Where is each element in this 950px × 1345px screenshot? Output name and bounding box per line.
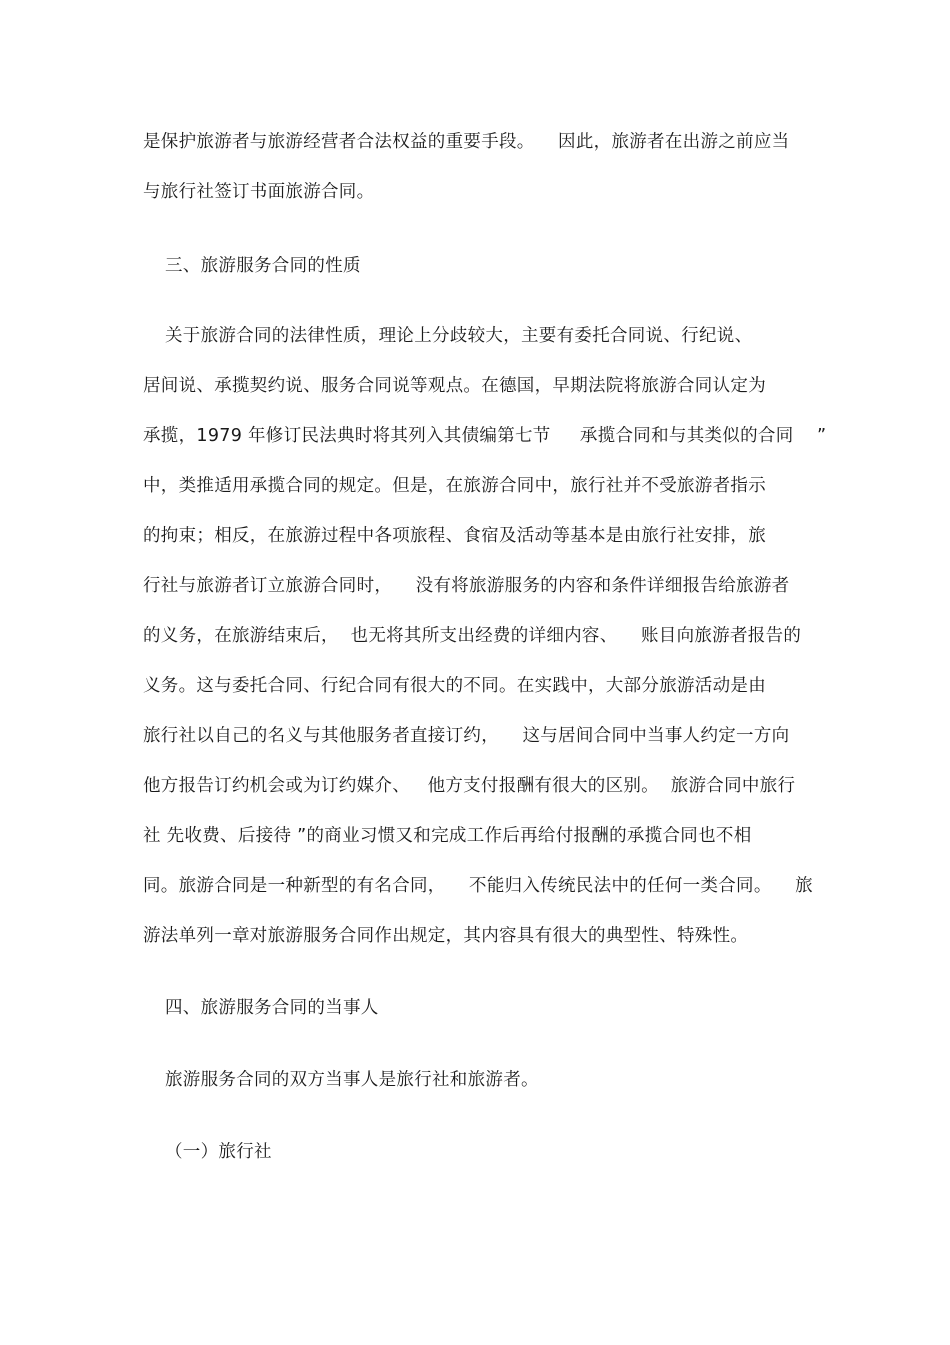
text-line: 关于旅游合同的法律性质，理论上分歧较大，主要有委托合同说、行纪说、 — [165, 326, 753, 346]
section-heading: 三、旅游服务合同的性质 — [165, 256, 361, 276]
text-line: 义务。这与委托合同、行纪合同有很大的不同。在实践中，大部分旅游活动是由 — [143, 676, 766, 696]
text-line: 居间说、承揽契约说、服务合同说等观点。在德国，早期法院将旅游合同认定为 — [143, 376, 766, 396]
text-line: 的义务，在旅游结束后， 也无将其所支出经费的详细内容、 账目向旅游者报告的 — [143, 626, 802, 646]
subsection-heading: （一）旅行社 — [165, 1142, 272, 1162]
text-line: 旅行社以自己的名义与其他服务者直接订约， 这与居间合同中当事人约定一方向 — [143, 726, 790, 746]
text-line: 他方报告订约机会或为订约媒介、 他方支付报酬有很大的区别。 旅游合同中旅行 — [143, 776, 796, 796]
text-line: 游法单列一章对旅游服务合同作出规定，其内容具有很大的典型性、特殊性。 — [143, 926, 749, 946]
text-line: 行社与旅游者订立旅游合同时， 没有将旅游服务的内容和条件详细报告给旅游者 — [143, 576, 790, 596]
text-line: 同。旅游合同是一种新型的有名合同， 不能归入传统民法中的任何一类合同。 旅 — [143, 876, 813, 896]
text-line: 中，类推适用承揽合同的规定。但是，在旅游合同中，旅行社并不受旅游者指示 — [143, 476, 766, 496]
text-line: 旅游服务合同的双方当事人是旅行社和旅游者。 — [165, 1070, 539, 1090]
text-line: 是保护旅游者与旅游经营者合法权益的重要手段。 因此，旅游者在出游之前应当 — [143, 132, 790, 152]
text-line: 承揽，1979 年修订民法典时将其列入其债编第七节 承揽合同和与其类似的合同 ” — [143, 426, 827, 446]
text-line: 的拘束；相反，在旅游过程中各项旅程、食宿及活动等基本是由旅行社安排，旅 — [143, 526, 766, 546]
text-line: 与旅行社签订书面旅游合同。 — [143, 182, 375, 202]
text-line: 社 先收费、后接待 ”的商业习惯又和完成工作后再给付报酬的承揽合同也不相 — [143, 826, 752, 846]
section-heading: 四、旅游服务合同的当事人 — [165, 998, 379, 1018]
